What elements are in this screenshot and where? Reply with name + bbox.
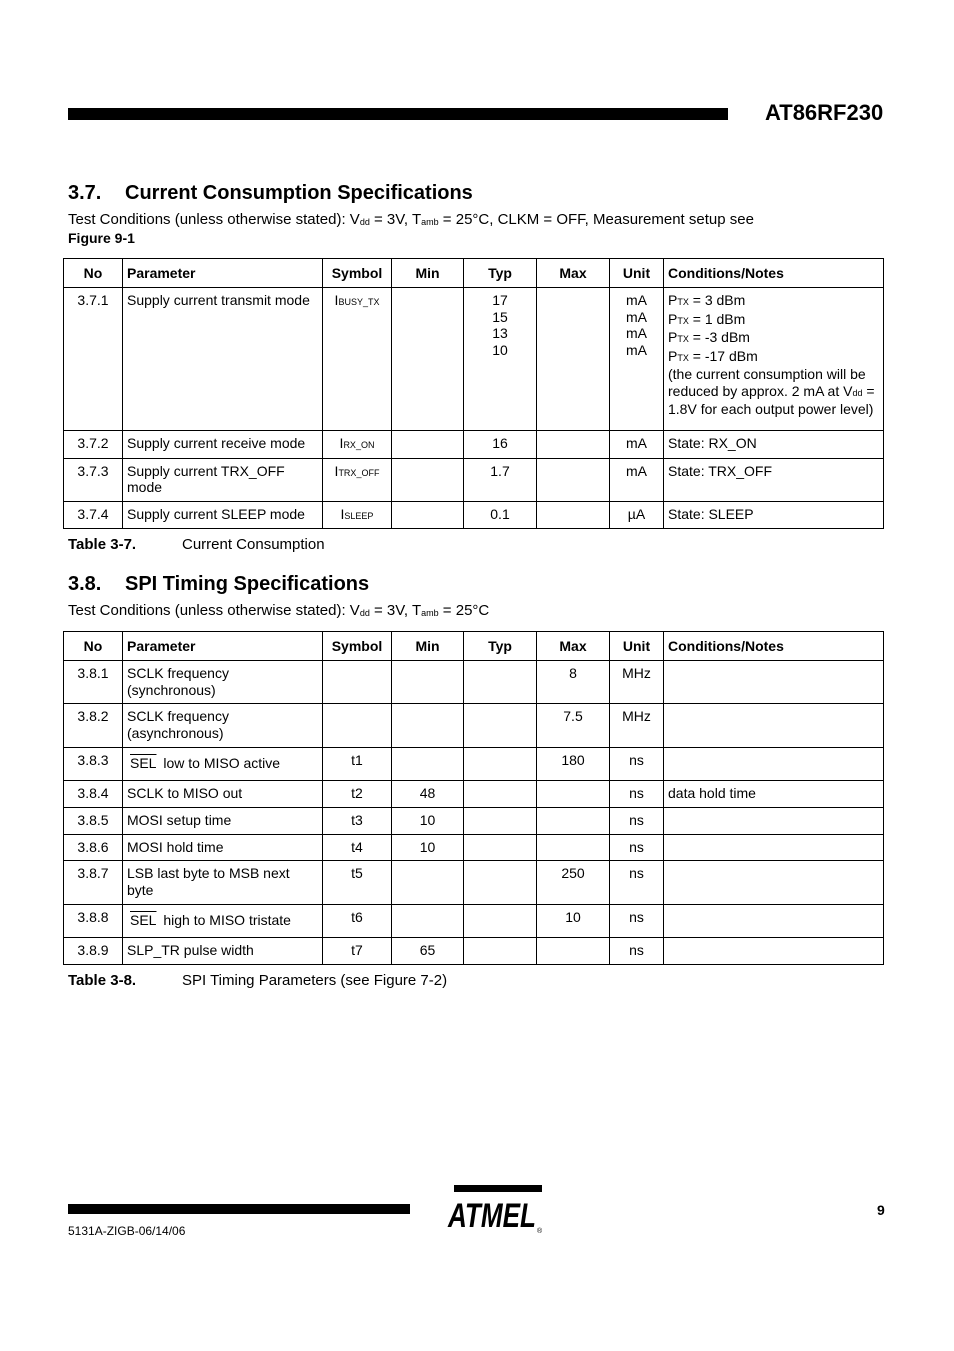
parameter-text: high to MISO tristate bbox=[163, 912, 291, 928]
cell-max bbox=[537, 431, 610, 459]
table-header-row bbox=[64, 259, 884, 288]
vdd-subscript: dd bbox=[359, 608, 370, 618]
cell-symbol: t2 bbox=[323, 781, 392, 808]
logo-wordmark: ATMEL bbox=[447, 1197, 536, 1235]
note-line bbox=[668, 292, 879, 311]
table-header-row bbox=[64, 632, 884, 661]
cell-no: 3.8.7 bbox=[64, 861, 123, 905]
note-sub: TX bbox=[677, 334, 689, 344]
section-number: 3.7. bbox=[68, 182, 102, 204]
cell-min bbox=[392, 431, 464, 459]
conditions-text: = 25°C, CLKM = OFF, Measurement setup see bbox=[438, 211, 754, 228]
conditions-text: = 3V, T bbox=[369, 602, 422, 619]
document-title: AT86RF230 bbox=[765, 100, 884, 125]
column-header: Max bbox=[537, 632, 610, 661]
cell-symbol: t6 bbox=[323, 905, 392, 938]
cell-min bbox=[392, 661, 464, 704]
unit-value: mA bbox=[626, 325, 647, 341]
conditions-text: = 25°C bbox=[438, 602, 490, 619]
cell-notes bbox=[664, 661, 884, 704]
cell-symbol bbox=[323, 431, 392, 459]
test-conditions bbox=[68, 602, 489, 621]
column-header: Max bbox=[537, 259, 610, 288]
table-row bbox=[64, 288, 884, 431]
cell-typ bbox=[464, 661, 537, 704]
cell-typ bbox=[464, 835, 537, 861]
cell-symbol bbox=[323, 288, 392, 431]
cell-max bbox=[537, 501, 610, 529]
cell-no: 3.8.3 bbox=[64, 748, 123, 781]
cell-unit: MHz bbox=[610, 704, 664, 748]
spi-timing-table bbox=[63, 631, 884, 965]
footer-rule bbox=[68, 1204, 410, 1214]
symbol-sub: SLEEP bbox=[344, 510, 374, 521]
column-header: Unit bbox=[610, 632, 664, 661]
tamb-subscript: amb bbox=[421, 217, 439, 227]
cell-unit bbox=[610, 288, 664, 431]
tamb-subscript: amb bbox=[421, 608, 439, 618]
table-caption-3-8 bbox=[68, 972, 447, 989]
note-text: (the current consumption will be reduced by approx. 2 mA at bbox=[668, 366, 866, 399]
cell-notes: State: SLEEP bbox=[664, 501, 884, 529]
note-line bbox=[668, 366, 879, 418]
unit-value: mA bbox=[626, 292, 647, 308]
sel-signal: $\overline{SEL}$ bbox=[130, 912, 157, 928]
cell-parameter: SCLK frequency (synchronous) bbox=[123, 661, 323, 704]
cell-max bbox=[537, 938, 610, 965]
cell-unit: MHz bbox=[610, 661, 664, 704]
cell-min bbox=[392, 501, 464, 529]
symbol-main: I bbox=[340, 505, 345, 522]
column-header: Conditions/Notes bbox=[664, 632, 884, 661]
cell-typ: 1.7 bbox=[464, 458, 537, 501]
cell-unit: ns bbox=[610, 861, 664, 905]
cell-typ bbox=[464, 704, 537, 748]
cell-notes bbox=[664, 288, 884, 431]
cell-parameter: LSB last byte to MSB next byte bbox=[123, 861, 323, 905]
cell-min: 10 bbox=[392, 808, 464, 835]
cell-parameter bbox=[123, 748, 323, 781]
cell-symbol bbox=[323, 704, 392, 748]
symbol-sub: TRX_OFF bbox=[338, 467, 380, 478]
typ-value: 15 bbox=[492, 308, 508, 325]
current-consumption-table bbox=[63, 258, 884, 529]
cell-parameter: Supply current TRX_OFF mode bbox=[123, 458, 323, 501]
parameter-text: low to MISO active bbox=[163, 755, 281, 771]
cell-no: 3.7.3 bbox=[64, 458, 123, 501]
cell-max bbox=[537, 808, 610, 835]
cell-notes bbox=[664, 704, 884, 748]
column-header: Typ bbox=[464, 259, 537, 288]
cell-no: 3.8.4 bbox=[64, 781, 123, 808]
cell-min bbox=[392, 905, 464, 938]
document-code: 5131A-ZIGB-06/14/06 bbox=[68, 1224, 186, 1238]
cell-parameter: Supply current transmit mode bbox=[123, 288, 323, 431]
column-header: Parameter bbox=[123, 632, 323, 661]
note-line bbox=[668, 311, 879, 330]
symbol-sub: RX_ON bbox=[343, 440, 375, 450]
cell-max bbox=[537, 288, 610, 431]
section-title: Current Consumption Specifications bbox=[125, 182, 473, 204]
note-sub: dd bbox=[852, 387, 863, 398]
section-number: 3.8. bbox=[68, 573, 102, 595]
cell-typ bbox=[464, 938, 537, 965]
table-row bbox=[64, 781, 884, 808]
cell-notes bbox=[664, 748, 884, 781]
cell-symbol: t3 bbox=[323, 808, 392, 835]
column-header: Parameter bbox=[123, 259, 323, 288]
cell-max: 250 bbox=[537, 861, 610, 905]
cell-notes bbox=[664, 835, 884, 861]
conditions-text: Test Conditions (unless otherwise stated): V bbox=[68, 211, 360, 228]
typ-value: 17 bbox=[492, 292, 508, 308]
cell-no: 3.7.1 bbox=[64, 288, 123, 431]
note-text: P bbox=[668, 347, 678, 364]
cell-no: 3.8.5 bbox=[64, 808, 123, 835]
note-text: = 1.8V for each output power level) bbox=[668, 382, 875, 417]
note-line bbox=[668, 329, 879, 348]
column-header: Conditions/Notes bbox=[664, 259, 884, 288]
cell-typ bbox=[464, 781, 537, 808]
note-line bbox=[668, 348, 879, 367]
cell-no: 3.8.6 bbox=[64, 835, 123, 861]
caption-label: Table 3-7. bbox=[68, 536, 137, 553]
cell-unit: ns bbox=[610, 808, 664, 835]
column-header: Symbol bbox=[323, 632, 392, 661]
cell-notes bbox=[664, 861, 884, 905]
note-sub: TX bbox=[677, 352, 689, 363]
cell-typ bbox=[464, 288, 537, 431]
cell-min bbox=[392, 861, 464, 905]
cell-unit: µA bbox=[610, 501, 664, 529]
typ-value: 10 bbox=[492, 341, 508, 358]
typ-value: 13 bbox=[492, 325, 508, 341]
symbol-main: I bbox=[334, 292, 339, 308]
cell-symbol: t7 bbox=[323, 938, 392, 965]
note-sub: TX bbox=[677, 297, 689, 307]
table-row bbox=[64, 861, 884, 905]
cell-symbol bbox=[323, 501, 392, 529]
symbol-main: I bbox=[334, 462, 339, 479]
cell-symbol bbox=[323, 661, 392, 704]
sel-signal: $\overline{SEL}$ bbox=[130, 755, 157, 771]
cell-parameter bbox=[123, 905, 323, 938]
column-header: Min bbox=[392, 632, 464, 661]
conditions-text: Test Conditions (unless otherwise stated): V bbox=[68, 602, 360, 619]
column-header: Symbol bbox=[323, 259, 392, 288]
cell-notes bbox=[664, 905, 884, 938]
cell-min: 10 bbox=[392, 835, 464, 861]
caption-text: SPI Timing Parameters (see Figure 7-2) bbox=[182, 972, 448, 989]
cell-max: 10 bbox=[537, 905, 610, 938]
table-row bbox=[64, 938, 884, 965]
table-row bbox=[64, 905, 884, 938]
cell-no: 3.8.9 bbox=[64, 938, 123, 965]
vdd-subscript: dd bbox=[359, 217, 370, 227]
cell-notes: State: TRX_OFF bbox=[664, 458, 884, 501]
cell-typ bbox=[464, 748, 537, 781]
cell-min bbox=[392, 458, 464, 501]
cell-no: 3.8.1 bbox=[64, 661, 123, 704]
cell-typ bbox=[464, 808, 537, 835]
cell-min bbox=[392, 748, 464, 781]
column-header: Min bbox=[392, 259, 464, 288]
unit-value: mA bbox=[626, 341, 647, 358]
cell-parameter: MOSI setup time bbox=[123, 808, 323, 835]
atmel-logo bbox=[444, 1185, 546, 1235]
cell-symbol bbox=[323, 458, 392, 501]
cell-parameter: Supply current receive mode bbox=[123, 431, 323, 459]
cell-max bbox=[537, 781, 610, 808]
header-rule bbox=[68, 108, 728, 120]
cell-parameter: Supply current SLEEP mode bbox=[123, 501, 323, 529]
registered-mark: ® bbox=[537, 1228, 543, 1235]
cell-max: 8 bbox=[537, 661, 610, 704]
cell-symbol: t4 bbox=[323, 835, 392, 861]
section-heading-current-consumption bbox=[68, 182, 473, 205]
cell-parameter: SLP_TR pulse width bbox=[123, 938, 323, 965]
cell-symbol: t1 bbox=[323, 748, 392, 781]
test-conditions bbox=[68, 211, 754, 230]
cell-min: 65 bbox=[392, 938, 464, 965]
table-row bbox=[64, 501, 884, 529]
table-row bbox=[64, 835, 884, 861]
cell-max: 180 bbox=[537, 748, 610, 781]
cell-min: 48 bbox=[392, 781, 464, 808]
note-text: V bbox=[843, 382, 853, 399]
section-heading-spi-timing bbox=[68, 573, 369, 596]
symbol-sub: BUSY_TX bbox=[338, 297, 380, 307]
symbol-main: I bbox=[339, 435, 344, 451]
note-sub: TX bbox=[677, 315, 689, 326]
cell-notes bbox=[664, 808, 884, 835]
cell-unit: ns bbox=[610, 781, 664, 808]
cell-parameter: SCLK to MISO out bbox=[123, 781, 323, 808]
cell-typ: 16 bbox=[464, 431, 537, 459]
cell-min bbox=[392, 704, 464, 748]
cell-unit: mA bbox=[610, 431, 664, 459]
table-row bbox=[64, 661, 884, 704]
cell-no: 3.7.2 bbox=[64, 431, 123, 459]
cell-unit: mA bbox=[610, 458, 664, 501]
cell-unit: ns bbox=[610, 938, 664, 965]
cell-max bbox=[537, 835, 610, 861]
note-text: P bbox=[668, 329, 678, 345]
caption-label: Table 3-8. bbox=[68, 972, 137, 989]
column-header: No bbox=[64, 632, 123, 661]
cell-parameter: MOSI hold time bbox=[123, 835, 323, 861]
note-text: P bbox=[668, 310, 678, 327]
cell-no: 3.8.2 bbox=[64, 704, 123, 748]
caption-text: Current Consumption bbox=[182, 536, 325, 553]
table-row bbox=[64, 704, 884, 748]
cell-typ: 0.1 bbox=[464, 501, 537, 529]
unit-value: mA bbox=[626, 308, 647, 325]
table-row bbox=[64, 808, 884, 835]
cell-notes: data hold time bbox=[664, 781, 884, 808]
cell-max bbox=[537, 458, 610, 501]
note-text: = -17 dBm bbox=[688, 347, 758, 364]
column-header: Unit bbox=[610, 259, 664, 288]
cell-no: 3.7.4 bbox=[64, 501, 123, 529]
page-number: 9 bbox=[877, 1202, 885, 1218]
cell-no: 3.8.8 bbox=[64, 905, 123, 938]
cell-notes: State: RX_ON bbox=[664, 431, 884, 459]
table-row bbox=[64, 748, 884, 781]
cell-unit: ns bbox=[610, 905, 664, 938]
note-text: = 1 dBm bbox=[688, 310, 746, 327]
note-text: = 3 dBm bbox=[688, 292, 746, 308]
conditions-text: = 3V, T bbox=[369, 211, 422, 228]
note-text: = -3 dBm bbox=[688, 329, 750, 345]
section-title: SPI Timing Specifications bbox=[125, 573, 370, 595]
column-header: Typ bbox=[464, 632, 537, 661]
table-row bbox=[64, 431, 884, 459]
cell-typ bbox=[464, 905, 537, 938]
cell-min bbox=[392, 288, 464, 431]
cell-notes bbox=[664, 938, 884, 965]
figure-reference: Figure 9-1 bbox=[68, 230, 135, 246]
table-row bbox=[64, 458, 884, 501]
cell-typ bbox=[464, 861, 537, 905]
cell-unit: ns bbox=[610, 835, 664, 861]
cell-unit: ns bbox=[610, 748, 664, 781]
note-text: P bbox=[668, 292, 678, 308]
cell-symbol: t5 bbox=[323, 861, 392, 905]
cell-max: 7.5 bbox=[537, 704, 610, 748]
column-header: No bbox=[64, 259, 123, 288]
table-caption-3-7 bbox=[68, 536, 325, 553]
cell-parameter: SCLK frequency (asynchronous) bbox=[123, 704, 323, 748]
